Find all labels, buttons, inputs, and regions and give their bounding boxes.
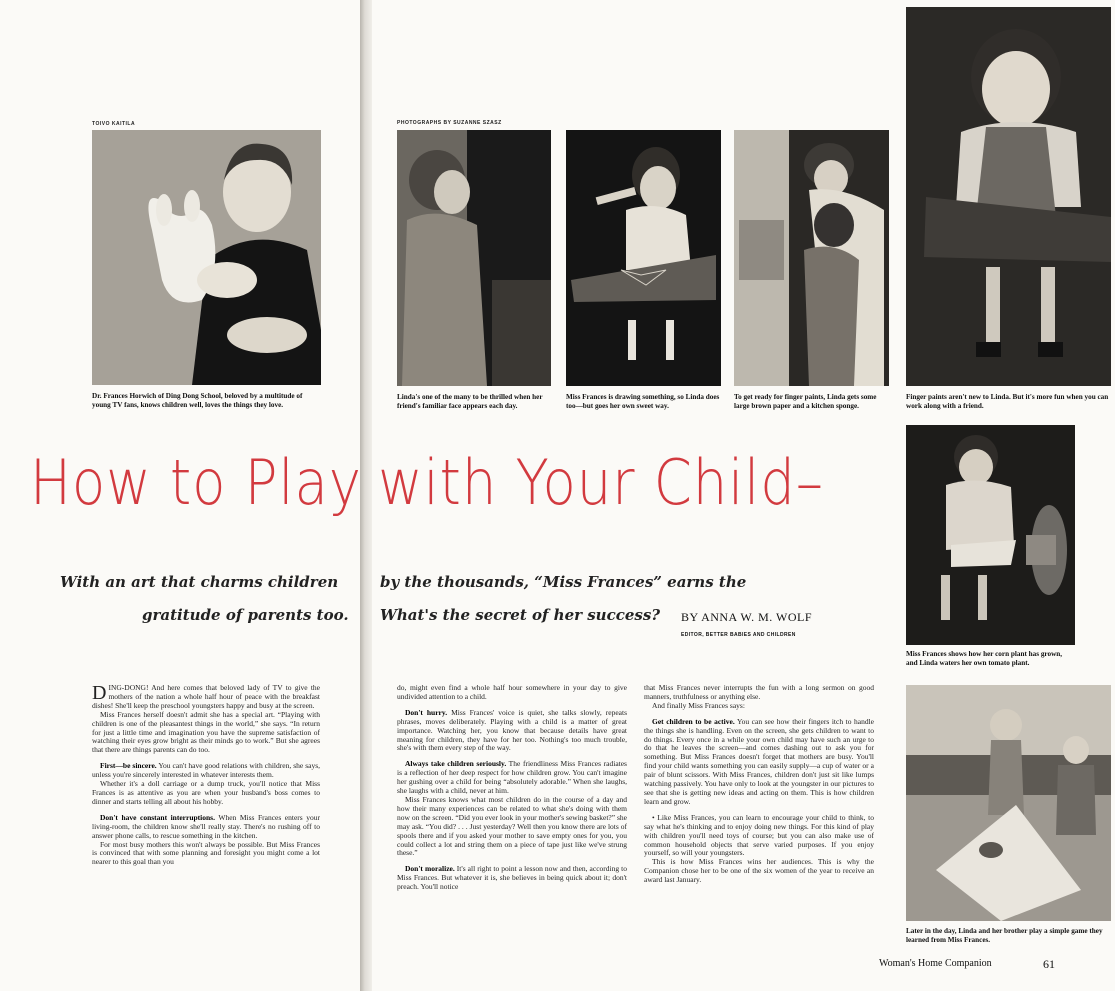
col1-p5: When Miss Frances enters your living-room, the children know she'll really stay. There's no rushing off to answer phone calls, to rescue something in the kitchen.	[92, 812, 320, 840]
photo-game	[906, 685, 1111, 921]
deck-line1-left: With an art that charms children	[60, 573, 339, 591]
deck-line2-left: gratitude of parents too.	[142, 606, 349, 624]
col3-p5: This is how Miss Frances wins her audiences. This is why the Companion chose her to be one of the six women of the year to receive an award last January.	[644, 857, 874, 885]
caption-game: Later in the day, Linda and her brother play a simple game they learned from Miss Frances.	[906, 927, 1103, 944]
drop-cap: D	[92, 682, 107, 704]
col2-subhead-seriously: Always take children seriously.	[405, 759, 507, 769]
deck-line1-right: by the thousands, “Miss Frances” earns the	[380, 573, 747, 591]
headline-part1: How to Play	[30, 446, 362, 519]
caption-drawing: Miss Frances is drawing something, so Linda does too—but goes her own sweet way.	[566, 393, 720, 410]
col2-p1: do, might even find a whole half hour somewhere in your day to give undivided attention to a child.	[397, 683, 627, 701]
photo-horwich	[92, 130, 321, 385]
col3-p2: And finally Miss Frances says:	[652, 700, 745, 710]
col1-subhead-interruptions: Don't have constant interruptions.	[100, 812, 215, 822]
col1-p3: You can't have good relations with children, she says, unless you're sincerely interested in whatever interests them.	[92, 761, 320, 780]
photo-credit-left: TOIVO KAITILA	[92, 121, 136, 127]
col2-subhead-moralize: Don't moralize.	[405, 864, 455, 874]
col1-subhead-sincere: First—be sincere.	[100, 761, 157, 771]
photo-linda-drawing	[566, 130, 721, 386]
col2-p5: It's all right to point a lesson now and then, according to Miss Frances. But whatever it is, she believes in being quick about it; don't preach. You'll notice	[397, 864, 628, 892]
byline-author: BY ANNA W. M. WOLF	[681, 610, 813, 624]
byline-title: EDITOR, BETTER BABIES AND CHILDREN	[681, 632, 796, 638]
photo-linda-thrilled	[397, 130, 551, 386]
col2-subhead-hurry: Don't hurry.	[405, 707, 448, 717]
col3-p1: that Miss Frances never interrupts the fun with a long sermon on good manners, truthfulness or anything else.	[644, 683, 874, 701]
caption-horwich: Dr. Frances Horwich of Ding Dong School, beloved by a multitude of young TV fans, knows children well, loves the things they love.	[92, 392, 303, 409]
deck-line2-right: What's the secret of her success?	[380, 606, 661, 624]
folio-page-number: 61	[1043, 957, 1055, 971]
photo-credit-right: PHOTOGRAPHS BY SUZANNE SZASZ	[397, 120, 502, 126]
photo-finger-paint-fun	[906, 7, 1111, 386]
photo-finger-paint-ready	[734, 130, 889, 386]
col1-p2: Miss Frances herself doesn't admit she has a special art. “Playing with children is one of the pleasantest things in the world,” she says. “In return for just a little time and imagination you have the supreme satisfaction of watching their eyes grow bright as their minds go to work.” But she agrees that there are things parents can do too.	[92, 709, 320, 755]
caption-finger-ready: To get ready for finger paints, Linda gets some large brown paper and a kitchen sponge.	[734, 393, 877, 410]
caption-thrilled: Linda's one of the many to be thrilled when her friend's familiar face appears each day.	[397, 393, 543, 410]
col1-p4: Whether it's a doll carriage or a dump truck, you'll notice that Miss Frances is as attentive as you are when your husband's boss comes to dinner and starts telling all about his hobby.	[92, 779, 320, 806]
caption-finger-fun: Finger paints aren't new to Linda. But it's more fun when you can work along with a friend.	[906, 393, 1109, 410]
article-column-3	[644, 684, 874, 885]
col2-p2: Miss Frances' voice is quiet, she talks slowly, repeats phrases, moves deliberately. Playing with a child is a matter of great importance. Watching her, you know that because details have great meaning for children, they have for her too. Nothing's too much trouble, she's with them every step of the way.	[397, 707, 627, 753]
article-column-2	[397, 684, 627, 892]
col2-p3: The friendliness Miss Frances radiates is a reflection of her deep respect for how children grow. You can't imagine her gushing over a child for being “absolutely adorable.” When she laughs, she laughs with a child, never at him.	[397, 759, 627, 796]
photo-plants	[906, 425, 1075, 645]
article-column-1	[92, 684, 320, 867]
col1-p6: For most busy mothers this won't always be possible. But Miss Frances is convinced that with some planning and foresight you might come a lot nearer to this goal than you	[92, 839, 320, 867]
col2-p4: Miss Frances knows what most children do in the course of a day and how their many experiences can be related to what she's doing with them now on the screen. “Did you ever look in your mother's sewing basket?” she may ask. “You did? . . . Just yesterday? Well then you know there are lots of spools there and if you asked your mother to save empty ones for you, you could collect a lot and string them on a piece of tape just like we've strung these.”	[397, 794, 627, 858]
col3-p3: You can see how their fingers itch to handle the things she is handling. Even on the screen, she gets children to want to do things. Every once in a while your own child may have such an urge to do that he leaves the screen—and comes dashing out to ask you for something. But Miss Frances doesn't forget that mothers are busy. You'll find your child wants something you can easily supply—a cup of water or a pair of blunt scissors. With Miss Frances, children don't just sit like lumps watching passively. You have only to look at the youngster in our pictures to see that she is getting new ideas and acting on them. This is how children learn and grow.	[644, 716, 874, 806]
col1-p1: ING-DONG! And here comes that beloved lady of TV to give the mothers of the nation a whole half hour of peace with the breakfast dishes! She'll keep the preschool youngsters happy and busy at the screen.	[92, 683, 320, 710]
col3-subhead-active: Get children to be active.	[652, 716, 735, 726]
caption-plants: Miss Frances shows how her corn plant has grown, and Linda waters her own tomato plant.	[906, 650, 1063, 667]
folio-magazine: Woman's Home Companion	[879, 958, 992, 969]
col3-p4: • Like Miss Frances, you can learn to encourage your child to think, to say what he's thinking and to enjoy doing new things. For this kind of play with children you'll need toys of course; but you can also make use of common household objects that serve varied purposes. If you enjoy yourself, so will your youngsters.	[644, 812, 874, 858]
headline-part2: with Your Child–	[378, 446, 824, 519]
